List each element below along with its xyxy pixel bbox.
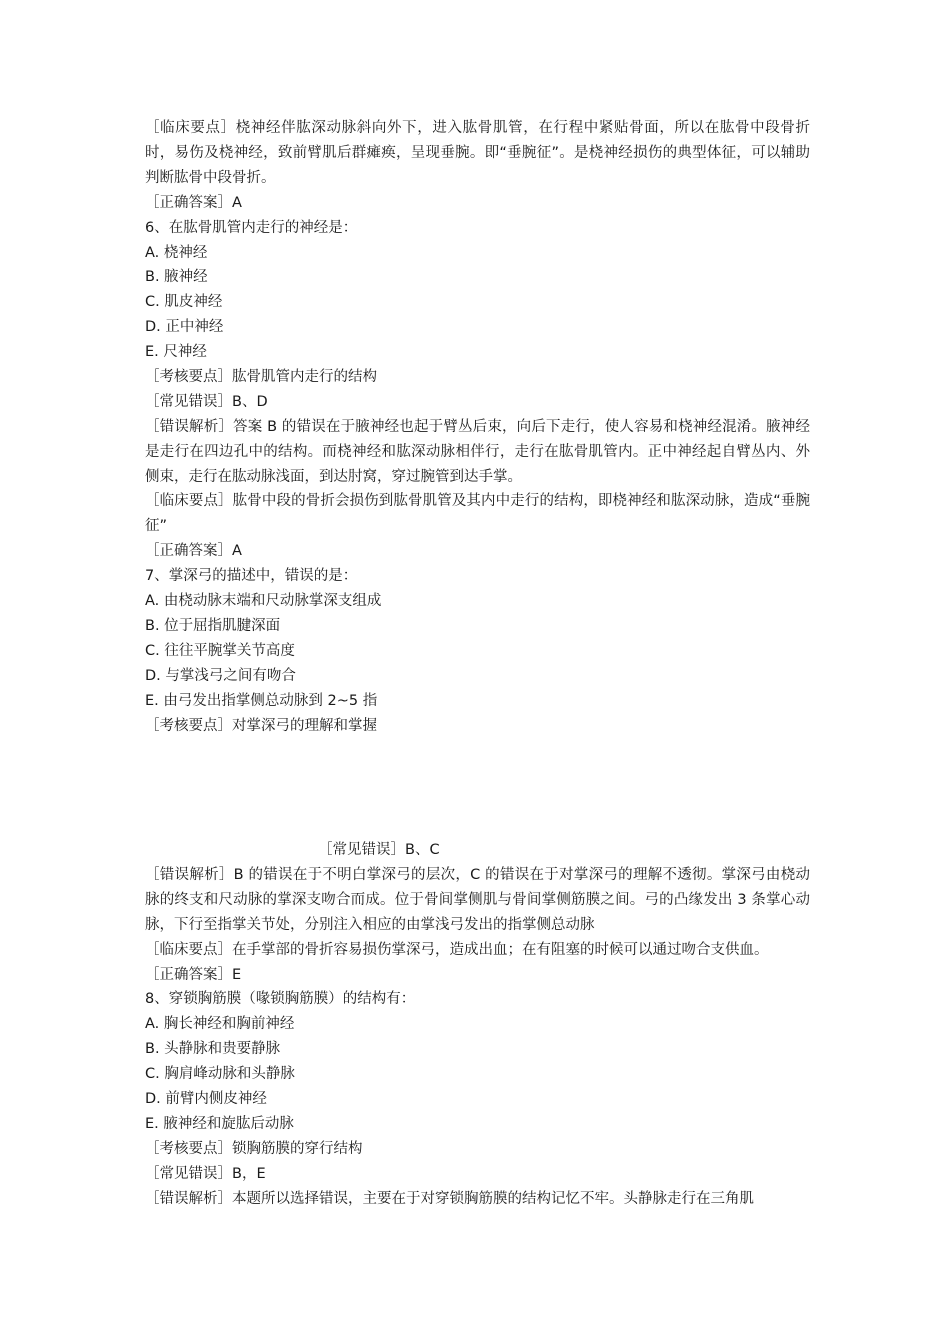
question-6-option-d: D. 正中神经 <box>145 319 224 336</box>
page-block-bottom <box>145 838 810 1211</box>
question-7-option-d: D. 与掌浅弓之间有吻合 <box>145 667 296 684</box>
question-8-common-error: ［常见错误］B，E <box>145 1165 266 1182</box>
question-6-error-analysis: ［错误解析］答案 B 的错误在于腋神经也起于臂丛后束，向后下走行，使人容易和桡神经混淆。腋神经是走行在四边孔中的结构。而桡神经和肱深动脉相伴行，走行在肱骨肌管内。正中神经起自臂丛内、外侧束，走行在肱动脉浅面，到达肘窝，穿过腕管到达手掌。 <box>145 418 810 485</box>
question-7-common-error: ［常见错误］B、C <box>318 842 440 858</box>
page-block-top <box>145 116 810 738</box>
question-7-clinical-point: ［临床要点］在手掌部的骨折容易损伤掌深弓，造成出血；在有阻塞的时候可以通过吻合支供血。 <box>145 941 769 958</box>
question-8-stem: 8、穿锁胸筋膜（喙锁胸筋膜）的结构有： <box>145 991 416 1008</box>
question-7-option-e: E. 由弓发出指掌侧总动脉到 2~5 指 <box>145 692 378 709</box>
question-6-common-error: ［常见错误］B、D <box>145 393 268 410</box>
question-7-option-b: B. 位于屈指肌腱深面 <box>145 617 281 634</box>
question-6-clinical-point: ［临床要点］肱骨中段的骨折会损伤到肱骨肌管及其内中走行的结构，即桡神经和肱深动脉，造成“垂腕征” <box>145 493 810 535</box>
question-6-option-c: C. 肌皮神经 <box>145 294 223 311</box>
question-8-option-b: B. 头静脉和贵要静脉 <box>145 1041 281 1058</box>
question-7-option-c: C. 往往平腕掌关节高度 <box>145 642 295 659</box>
question-8-option-c: C. 胸肩峰动脉和头静脉 <box>145 1066 295 1083</box>
question-6-option-e: E. 尺神经 <box>145 344 207 361</box>
question-8-error-analysis: ［错误解析］本题所以选择错误，主要在于对穿锁胸筋膜的结构记忆不牢。头静脉走行在三角肌 <box>145 1190 754 1207</box>
question-7-stem: 7、掌深弓的描述中，错误的是： <box>145 568 358 585</box>
question-6-key-point: ［考核要点］肱骨肌管内走行的结构 <box>145 368 377 385</box>
question-7-correct-answer: ［正确答案］E <box>145 966 242 983</box>
question-6-option-b: B. 腋神经 <box>145 269 208 286</box>
question-8-key-point: ［考核要点］锁胸筋膜的穿行结构 <box>145 1140 363 1157</box>
question-7-key-point: ［考核要点］对掌深弓的理解和掌握 <box>145 717 377 734</box>
question-6-stem: 6、在肱骨肌管内走行的神经是： <box>145 219 358 236</box>
question-8-option-d: D. 前臂内侧皮神经 <box>145 1090 267 1107</box>
correct-answer-line: ［正确答案］A <box>145 194 242 211</box>
clinical-point-paragraph: ［临床要点］桡神经伴肱深动脉斜向外下，进入肱骨肌管，在行程中紧贴骨面，所以在肱骨中段骨折时，易伤及桡神经，致前臂肌后群瘫痪，呈现垂腕。即“垂腕征”。是桡神经损伤的典型体征，可以辅助判断肱骨中段骨折。 <box>145 120 810 186</box>
question-8-option-e: E. 腋神经和旋肱后动脉 <box>145 1115 294 1132</box>
question-6-option-a: A. 桡神经 <box>145 244 208 261</box>
question-7-error-analysis: ［错误解析］B 的错误在于不明白掌深弓的层次，C 的错误在于对掌深弓的理解不透彻。掌深弓由桡动脉的终支和尺动脉的掌深支吻合而成。位于骨间掌侧肌与骨间掌侧筋膜之间。弓的凸缘发出 3 条掌心动脉，下行至指掌关节处，分别注入相应的由掌浅弓发出的指掌侧总动脉 <box>145 866 810 933</box>
question-8-option-a: A. 胸长神经和胸前神经 <box>145 1016 295 1033</box>
question-6-correct-answer: ［正确答案］A <box>145 543 242 560</box>
question-7-option-a: A. 由桡动脉末端和尺动脉掌深支组成 <box>145 593 382 610</box>
